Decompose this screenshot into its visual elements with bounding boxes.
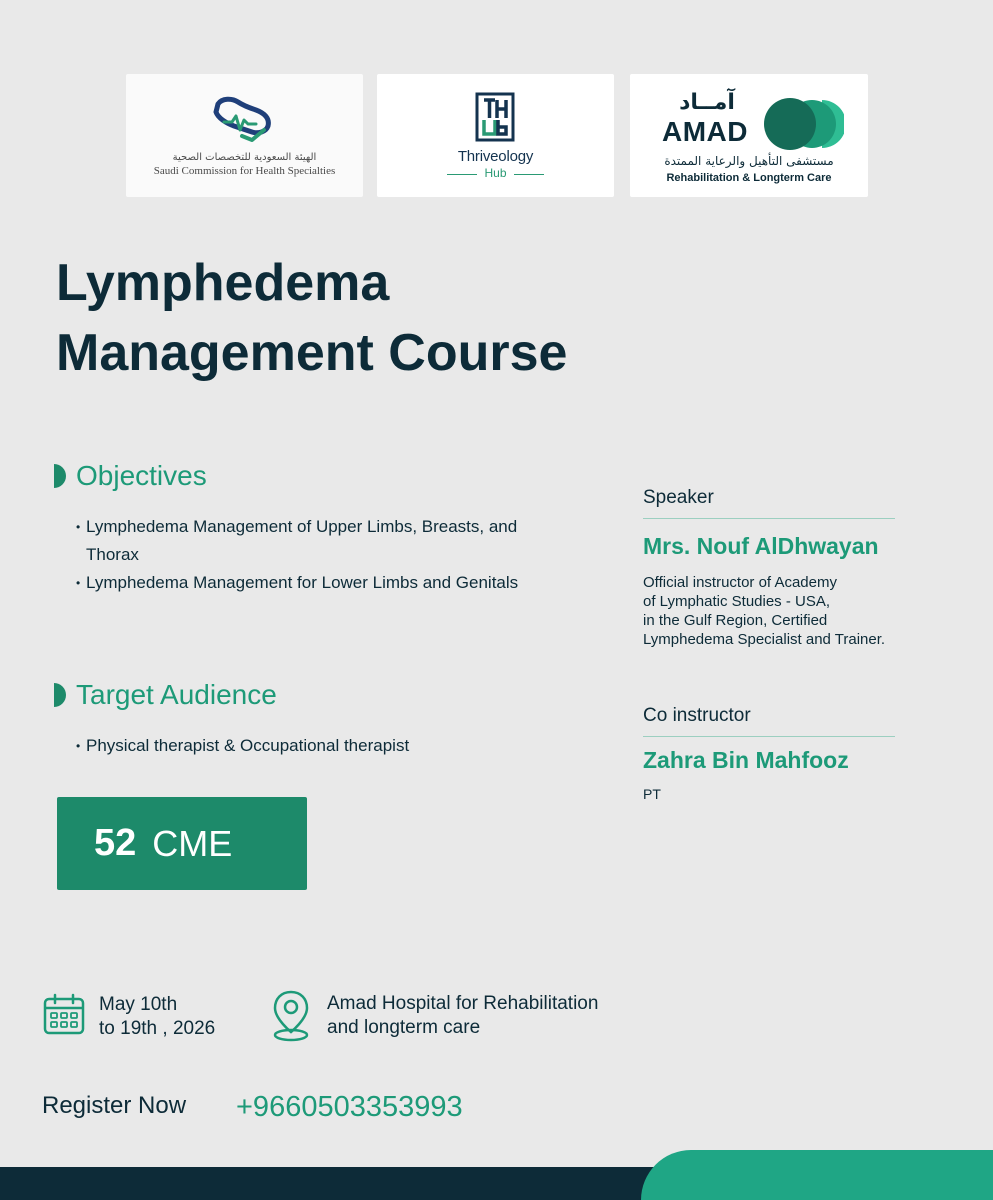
co-instructor-description: PT xyxy=(643,786,661,802)
scfhs-logo-card xyxy=(126,74,363,197)
course-title-line2: Management Course xyxy=(56,324,568,382)
amad-arabic-title: آمــاد xyxy=(679,90,735,115)
event-date-line2: to 19th , 2026 xyxy=(99,1018,216,1039)
register-label: Register Now xyxy=(42,1092,187,1119)
event-date-line1: May 10th xyxy=(99,994,178,1015)
thriveology-name: Thriveology xyxy=(457,148,534,165)
thriveology-logo-card xyxy=(377,74,614,197)
course-title-line1: Lymphedema xyxy=(56,254,390,312)
speaker-description xyxy=(643,573,933,649)
audience-heading xyxy=(54,679,277,711)
scfhs-english-name: Saudi Commission for Health Specialties xyxy=(153,165,336,177)
half-circle-icon xyxy=(54,683,66,707)
co-instructor-role-label: Co instructor xyxy=(643,705,751,726)
speaker-name: Mrs. Nouf AlDhwayan xyxy=(643,533,879,559)
amad-arabic-subtitle: مستشفى التأهيل والرعاية الممتدة xyxy=(664,154,834,168)
objective-item: • Lymphedema Management for Lower Limbs and Genitals xyxy=(76,569,556,597)
objective-item: • Lymphedema Management of Upper Limbs, Breasts, and Thorax xyxy=(76,513,556,569)
co-instructor-name: Zahra Bin Mahfooz xyxy=(643,747,849,773)
thriveology-hub: Hub xyxy=(447,166,544,180)
speaker-divider xyxy=(643,518,895,519)
cme-badge xyxy=(57,797,307,890)
amad-logo-icon xyxy=(762,98,844,150)
event-location xyxy=(327,992,667,1040)
speaker-description-line: Lymphedema Specialist and Trainer. xyxy=(643,631,886,648)
event-location-line2: and longterm care xyxy=(327,1017,481,1038)
half-circle-icon xyxy=(54,464,66,488)
audience-list xyxy=(76,732,556,760)
calendar-icon xyxy=(43,993,85,1035)
course-title xyxy=(56,248,756,388)
audience-item: • Physical therapist & Occupational therapist xyxy=(76,732,556,760)
cme-number: 52 xyxy=(94,822,137,864)
thriveology-logo-icon xyxy=(475,92,515,142)
amad-english-title: AMAD xyxy=(662,116,748,147)
speaker-description-line: of Lymphatic Studies - USA, xyxy=(643,593,831,610)
objectives-list xyxy=(76,513,556,597)
speaker-description-line: Official instructor of Academy xyxy=(643,574,837,591)
speaker-role-label: Speaker xyxy=(643,487,714,508)
footer-accent-shape xyxy=(641,1150,993,1200)
event-location-line1: Amad Hospital for Rehabilitation xyxy=(327,993,599,1014)
scfhs-arabic-name: الهيئة السعودية للتخصصات الصحية xyxy=(172,152,317,163)
speaker-description-line: in the Gulf Region, Certified xyxy=(643,612,828,629)
cme-label: CME xyxy=(152,822,233,864)
amad-logo-card xyxy=(630,74,868,197)
scfhs-logo-icon xyxy=(212,96,276,148)
map-pin-icon xyxy=(272,990,310,1042)
co-instructor-divider xyxy=(643,736,895,737)
objectives-heading xyxy=(54,460,207,492)
amad-english-subtitle: Rehabilitation & Longterm Care xyxy=(666,172,832,184)
objectives-title: Objectives xyxy=(76,460,207,491)
register-phone[interactable]: +9660503353993 xyxy=(236,1091,463,1123)
partner-logos xyxy=(126,74,868,197)
event-date xyxy=(99,993,269,1041)
audience-title: Target Audience xyxy=(76,679,277,710)
